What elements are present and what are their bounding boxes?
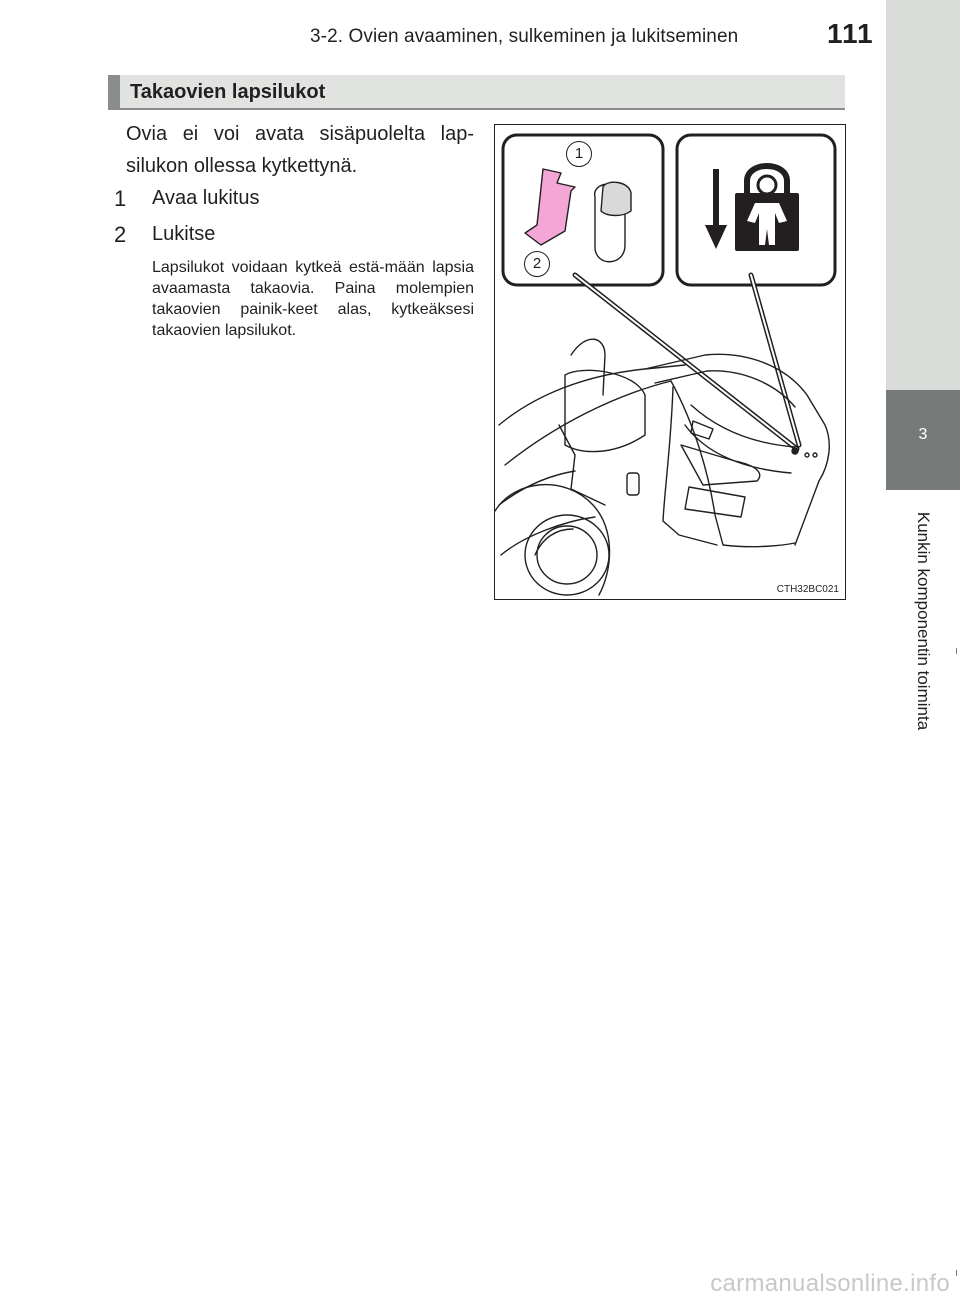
chapter-tab [886, 390, 960, 490]
footer-watermark[interactable]: carmanualsonline.info [710, 1270, 950, 1297]
step-text: Lukitse [152, 223, 216, 245]
child-lock-figure [494, 124, 846, 600]
figure-callout-2: 2 [524, 251, 550, 277]
section-title: Takaovien lapsilukot [130, 81, 326, 103]
child-lock-symbol-icon [735, 166, 799, 251]
note-paragraph: Lapsilukot voidaan kytkeä estä-mään lapsia avaamasta takaovia. Paina molempien takaovien painik-keet alas, kytkeäksesi takaovien lapsilukot. [152, 259, 474, 339]
figure-callout-1: 1 [566, 141, 592, 167]
running-head: 3-2. Ovien avaaminen, sulkeminen ja lukitseminen [310, 26, 739, 47]
step-text: Avaa lukitus [152, 187, 260, 209]
crop-mark [956, 648, 957, 654]
down-arrow-icon [705, 169, 727, 249]
double-arrow-icon [525, 169, 575, 245]
chapter-number: 3 [918, 426, 928, 443]
side-tab-background [886, 0, 960, 390]
lead-paragraph: Ovia ei voi avata sisäpuolelta lap-silukon ollessa kytkettynä. [126, 123, 474, 177]
figure-id: CTH32BC021 [776, 584, 839, 595]
step-number: 2 [114, 222, 127, 247]
step-number: 1 [114, 186, 127, 211]
section-heading-bar [108, 75, 845, 110]
page-number: 111 [827, 18, 874, 49]
chapter-title: Kunkin komponentin toiminta [914, 511, 933, 731]
crop-mark [956, 1270, 957, 1276]
car-rear-door-illustration [495, 125, 845, 599]
